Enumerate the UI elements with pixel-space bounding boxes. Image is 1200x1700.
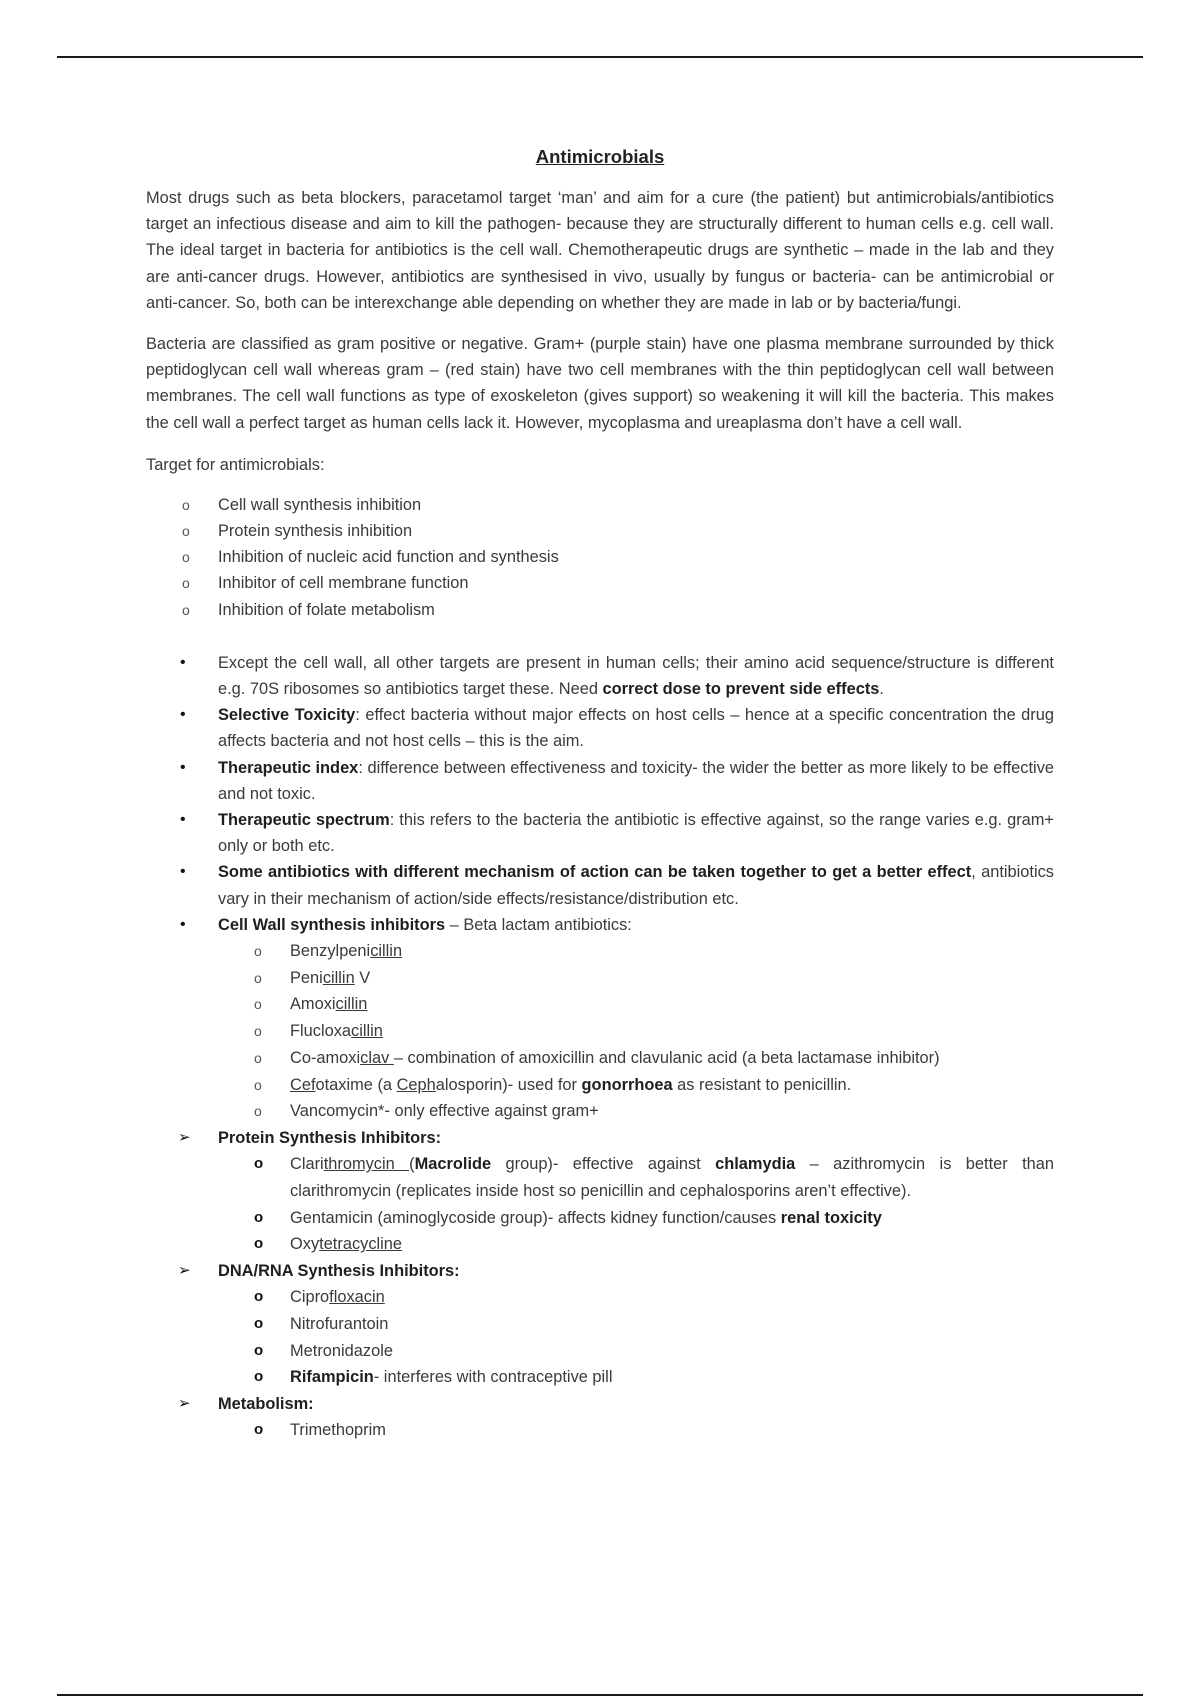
circle-bullet-icon: o — [254, 1314, 264, 1332]
cell-wall-drugs-list — [218, 938, 1054, 1125]
list-item: o Co-amoxiclav – combination of amoxicillin and clavulanic acid (a beta lactamase inhibitor) — [218, 1045, 1054, 1072]
list-item — [146, 1258, 1054, 1391]
circle-bullet-icon: o — [254, 1368, 264, 1386]
list-item: o Rifampicin- interferes with contraceptive pill — [218, 1364, 1054, 1391]
section-heading: Protein Synthesis Inhibitors: — [218, 1129, 442, 1147]
arrow-bullet-icon: ➢ — [178, 1262, 191, 1280]
circle-bullet-icon: o — [182, 496, 190, 513]
paragraph-intro: Most drugs such as beta blockers, paracetamol target ‘man’ and aim for a cure (the patient) but antimicrobials/antibiotics target an infectious disease and aim to kill the pathogen- because they are structurally different to human cells e.g. cell wall. The ideal target in bacteria for antibiotics is the cell wall. Chemotherapeutic drugs are synthetic – made in the lab and they are anti-cancer drugs. However, antibiotics are synthesised in vivo, usually by fungus or bacteria- can be antimicrobial or anti-cancer. So, both can be interexchange able depending on whether they are made in lab or by bacteria/fungi. — [146, 189, 1054, 312]
bullet-dot-icon: • — [180, 915, 186, 933]
notes-list — [146, 650, 1054, 1444]
bullet-dot-icon: • — [180, 758, 186, 776]
circle-bullet-icon: o — [254, 1341, 264, 1359]
page-title: Antimicrobials — [535, 146, 665, 167]
circle-bullet-icon: o — [182, 575, 190, 592]
list-item: o Gentamicin (aminoglycoside group)- affects kidney function/causes renal toxicity — [218, 1205, 1054, 1232]
list-item — [146, 1125, 1054, 1258]
list-item: o Ciprofloxacin — [218, 1284, 1054, 1311]
paragraph-bacteria: Bacteria are classified as gram positive or negative. Gram+ (purple stain) have one plasma membrane surrounded by thick peptidoglycan cell wall whereas gram – (red stain) have two cell membranes with the thin peptidoglycan cell wall between membranes. The cell wall functions as type of exoskeleton (gives support) so weakening it will kill the bacteria. This makes the cell wall a perfect target as human cells lack it. However, mycoplasma and ureaplasma don’t have a cell wall. — [146, 335, 1054, 432]
list-item — [146, 1391, 1054, 1444]
header-rule — [57, 56, 1143, 58]
circle-bullet-icon: o — [254, 1076, 262, 1093]
circle-bullet-icon: o — [254, 1155, 264, 1173]
arrow-bullet-icon: ➢ — [178, 1395, 191, 1413]
circle-bullet-icon: o — [182, 549, 190, 566]
bullet-dot-icon: • — [180, 863, 186, 881]
bullet-dot-icon: • — [180, 811, 186, 829]
list-item: o Metronidazole — [218, 1338, 1054, 1365]
list-item: • Some antibiotics with different mechanism of action can be taken together to get a better effect, antibiotics vary in their mechanism of action/side effects/resistance/distribution etc. — [146, 859, 1054, 911]
circle-bullet-icon: o — [254, 996, 262, 1013]
list-item: o Vancomycin*- only effective against gram+ — [218, 1098, 1054, 1125]
list-item: • Cell Wall synthesis inhibitors – Beta lactam antibiotics: o Benzylpenicillin o Penicillin V o Amoxicillin o Flucloxacillin o Co-amoxiclav – combination of amoxicillin and clavulanic acid (a beta lactamase inhibitor) o Cefotaxime (a Cephalosporin)- used for gonorrhoea as resistant to penicillin. o Vancomycin*- only effective against gram+ — [146, 912, 1054, 1125]
circle-bullet-icon: o — [254, 1208, 264, 1226]
circle-bullet-icon: o — [254, 1023, 262, 1040]
section-heading: Metabolism: — [218, 1395, 314, 1414]
section-heading: DNA/RNA Synthesis Inhibitors: — [218, 1262, 460, 1281]
metabolism-drugs-list — [218, 1417, 1054, 1444]
list-item: o Cell wall synthesis inhibition — [146, 492, 1054, 518]
document-body — [146, 146, 1054, 1444]
circle-bullet-icon: o — [254, 1288, 264, 1306]
bullet-dot-icon: • — [180, 706, 186, 724]
list-item: • Except the cell wall, all other targets are present in human cells; their amino acid sequence/structure is different e.g. 70S ribosomes so antibiotics target these. Need correct dose to prevent side effects. — [146, 650, 1054, 702]
list-item: o Inhibitor of cell membrane function — [146, 570, 1054, 596]
bullet-dot-icon: • — [180, 653, 186, 671]
circle-bullet-icon: o — [254, 1103, 262, 1120]
circle-bullet-icon: o — [182, 523, 190, 540]
footer-rule — [57, 1694, 1143, 1696]
list-item: o Inhibition of folate metabolism — [146, 597, 1054, 623]
list-item: o Trimethoprim — [218, 1417, 1054, 1444]
circle-bullet-icon: o — [254, 969, 262, 986]
circle-bullet-icon: o — [254, 1235, 264, 1253]
list-item: • Therapeutic index: difference between effectiveness and toxicity- the wider the better as more likely to be effective and not toxic. — [146, 755, 1054, 807]
targets-label: Target for antimicrobials: — [146, 455, 325, 474]
list-item: • Therapeutic spectrum: this refers to the bacteria the antibiotic is effective against, so the range varies e.g. gram+ only or both etc. — [146, 807, 1054, 859]
list-item: o Inhibition of nucleic acid function and synthesis — [146, 544, 1054, 570]
dna-drugs-list — [218, 1284, 1054, 1391]
list-item: o Benzylpenicillin — [218, 938, 1054, 965]
circle-bullet-icon: o — [254, 1049, 262, 1066]
circle-bullet-icon: o — [254, 1421, 264, 1439]
list-item: o Flucloxacillin — [218, 1018, 1054, 1045]
targets-list — [146, 492, 1054, 623]
list-item: o Penicillin V — [218, 965, 1054, 992]
list-item: o Oxytetracycline — [218, 1231, 1054, 1258]
list-item: • Selective Toxicity: effect bacteria without major effects on host cells – hence at a specific concentration the drug affects bacteria and not host cells – this is the aim. — [146, 702, 1054, 754]
arrow-bullet-icon: ➢ — [178, 1129, 191, 1146]
list-item: o Clarithromycin (Macrolide group)- effective against chlamydia – azithromycin is better than clarithromycin (replicates inside host so penicillin and cephalosporins aren’t effective). — [218, 1151, 1054, 1204]
protein-drugs-list — [218, 1151, 1054, 1258]
list-item: o Nitrofurantoin — [218, 1311, 1054, 1338]
list-item: o Amoxicillin — [218, 991, 1054, 1018]
circle-bullet-icon: o — [182, 601, 190, 618]
circle-bullet-icon: o — [254, 943, 262, 960]
list-item: o Cefotaxime (a Cephalosporin)- used for gonorrhoea as resistant to penicillin. — [218, 1072, 1054, 1099]
list-item: o Protein synthesis inhibition — [146, 518, 1054, 544]
